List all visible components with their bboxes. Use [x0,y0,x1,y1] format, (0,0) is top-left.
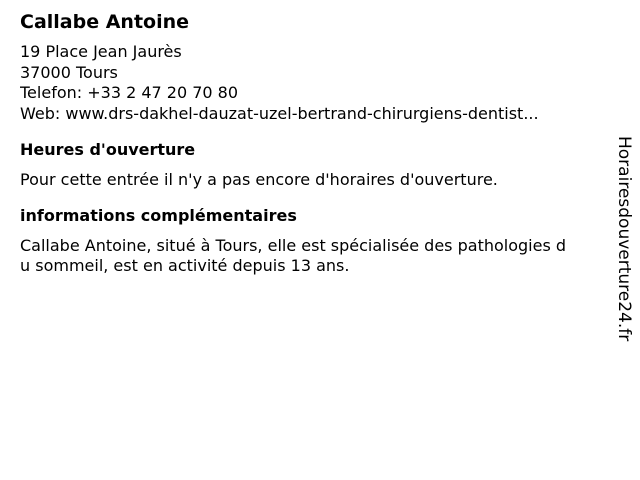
phone-number[interactable]: Telefon: +33 2 47 20 70 80 [20,83,239,102]
opening-hours-heading: Heures d'ouverture [20,140,196,159]
street-address: 19 Place Jean Jaurès [20,42,182,61]
opening-hours-text: Pour cette entrée il n'y a pas encore d'horaires d'ouverture. [20,170,498,189]
contact-block [20,42,600,124]
website-link[interactable]: www.drs-dakhel-dauzat-uzel-bertrand-chirurgiens-dentist... [65,103,539,123]
listing-title: Callabe Antoine [20,11,190,33]
city-postcode: 37000 Tours [20,62,118,82]
website-label: Web: [20,103,66,123]
website-line [20,104,600,125]
additional-info-text: Callabe Antoine, situé à Tours, elle est spécialisée des pathologies du sommeil, est en activité depuis 13 ans. [20,235,567,275]
site-brand-watermark: Horairesdouverture24.fr [614,136,634,342]
listing-card [20,10,600,277]
additional-info-heading: informations complémentaires [20,205,297,225]
